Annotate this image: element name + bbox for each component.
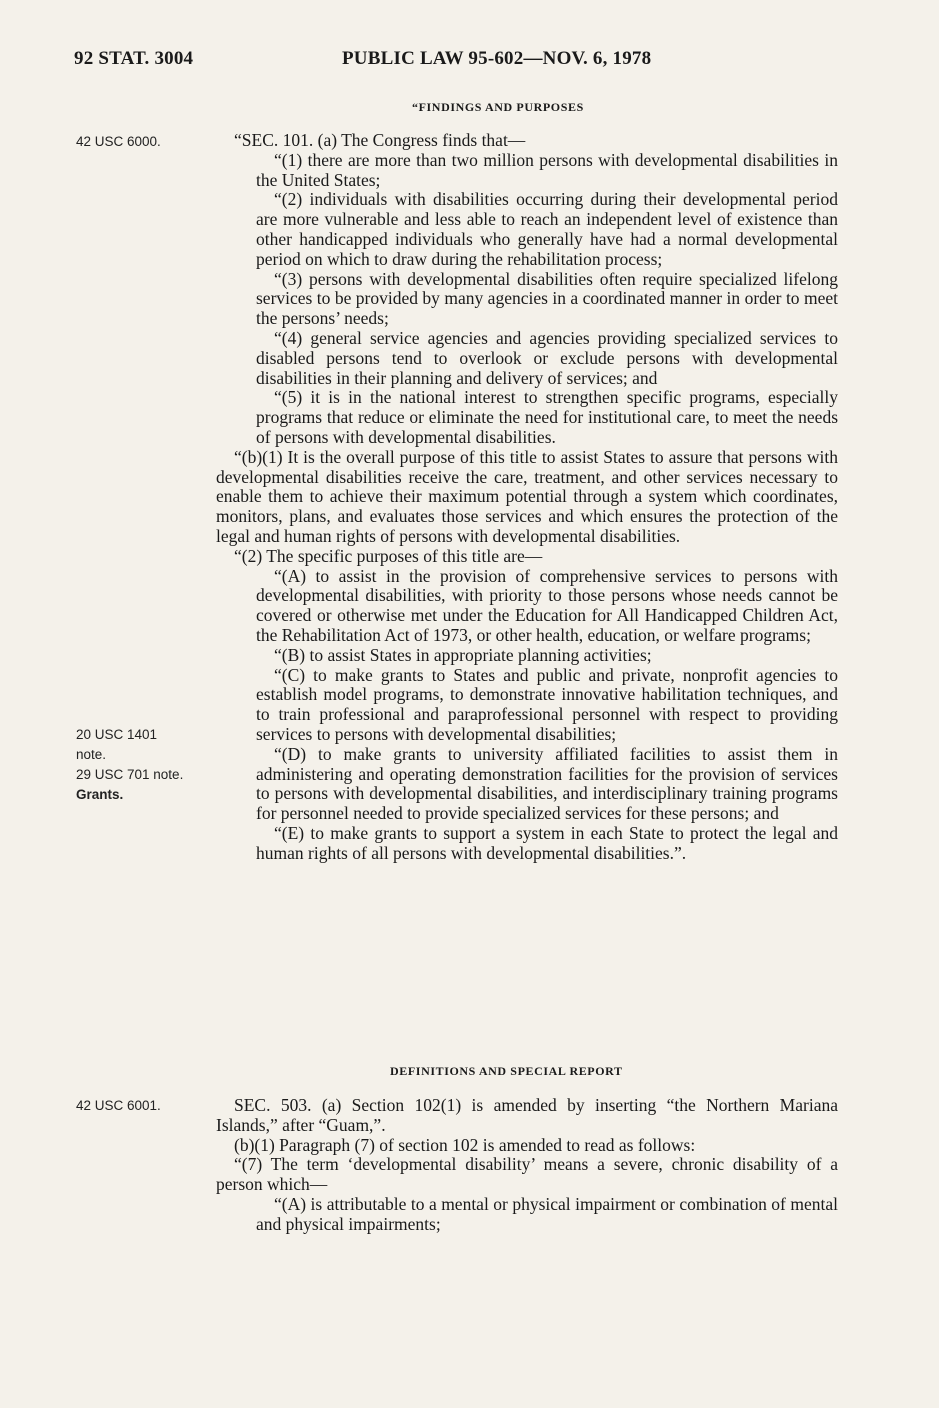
purpose-b: “(B) to assist States in appropriate planning activities; <box>274 644 652 665</box>
margin-note-20-usc-1401: 20 USC 1401 <box>76 727 158 742</box>
page-running-head: PUBLIC LAW 95-602—NOV. 6, 1978 <box>342 48 652 69</box>
sec-101-intro: “SEC. 101. (a) The Congress finds that— <box>234 130 526 150</box>
margin-note-29-usc-701: 29 USC 701 note. <box>76 767 184 782</box>
finding-5: “(5) it is in the national interest to strengthen specific programs, especially programs that reduce or eliminate the need for institutional care, to meet the needs of persons with developmental disabilities. <box>256 387 838 447</box>
purpose-d: “(D) to make grants to university affiliated facilities to assist them in administering and operating demonstration facilities for the provision of services to persons with developmental disabilities, and interdisciplinary training programs for personnel needed to provide specialized services for these persons; and <box>256 743 838 824</box>
purpose-b-2: “(2) The specific purposes of this title are— <box>234 545 543 566</box>
sec-503-b: (b)(1) Paragraph (7) of section 102 is amended to read as follows: <box>234 1134 696 1155</box>
finding-1: “(1) there are more than two million persons with developmental disabilities in the United States; <box>256 149 838 190</box>
purpose-a: “(A) to assist in the provision of comprehensive services to persons with developmental disabilities, with priority to those persons whose needs cannot be covered or otherwise met under the Education for All Handicapped Children Act, the Rehabilitation Act of 1973, or other health, education, or welfare programs; <box>256 565 838 645</box>
margin-note-20-usc-1401-note: note. <box>76 747 107 762</box>
definitions-body <box>216 1096 838 1235</box>
finding-3: “(3) persons with developmental disabilities often require specialized lifelong services to be provided by many agencies in a coordinated manner in order to meet the persons’ needs; <box>256 268 838 329</box>
findings-and-purposes-body <box>216 131 838 863</box>
purpose-e: “(E) to make grants to support a system in each State to protect the legal and human rights of all persons with developmental disabilities.”. <box>256 822 838 863</box>
margin-note-42-usc-6001: 42 USC 6001. <box>76 1098 161 1113</box>
margin-note-42-usc-6000: 42 USC 6000. <box>76 134 161 149</box>
paragraph-7-a: “(A) is attributable to a mental or physical impairment or combination of mental and physical impairments; <box>256 1193 838 1234</box>
section-heading-definitions: DEFINITIONS AND SPECIAL REPORT <box>390 1064 623 1078</box>
finding-4: “(4) general service agencies and agencies providing specialized services to disabled persons tend to overlook or exclude persons with developmental disabilities in their planning and delivery of services; and <box>256 327 838 388</box>
section-heading-findings: “FINDINGS AND PURPOSES <box>412 100 584 114</box>
purpose-c: “(C) to make grants to States and public and private, nonprofit agencies to establish model programs, to demonstrate innovative habilitation techniques, and to train professional and paraprofessional personnel with respect to providing services to persons with developmental disabilities; <box>256 664 838 744</box>
sec-503-a: SEC. 503. (a) Section 102(1) is amended by inserting “the Northern Mariana Islands,” after “Guam,”. <box>216 1095 838 1135</box>
margin-note-grants: Grants. <box>76 787 124 802</box>
paragraph-7: “(7) The term ‘developmental disability’ means a severe, chronic disability of a person which— <box>216 1154 838 1195</box>
purpose-b-1: “(b)(1) It is the overall purpose of this title to assist States to assure that persons with developmental disabilities receive the care, treatment, and other services necessary to enable them to achieve their maximum potential through a system which coordinates, monitors, plans, and evaluates those services and which ensures the protection of the legal and human rights of persons with developmental disabilities. <box>216 446 838 546</box>
page-stat-number: 92 STAT. 3004 <box>74 48 194 69</box>
finding-2: “(2) individuals with disabilities occurring during their developmental period are more vulnerable and less able to reach an independent level of existence than other handicapped individuals who generally have had a normal developmental period on which to draw during the rehabilitation process; <box>256 189 838 269</box>
